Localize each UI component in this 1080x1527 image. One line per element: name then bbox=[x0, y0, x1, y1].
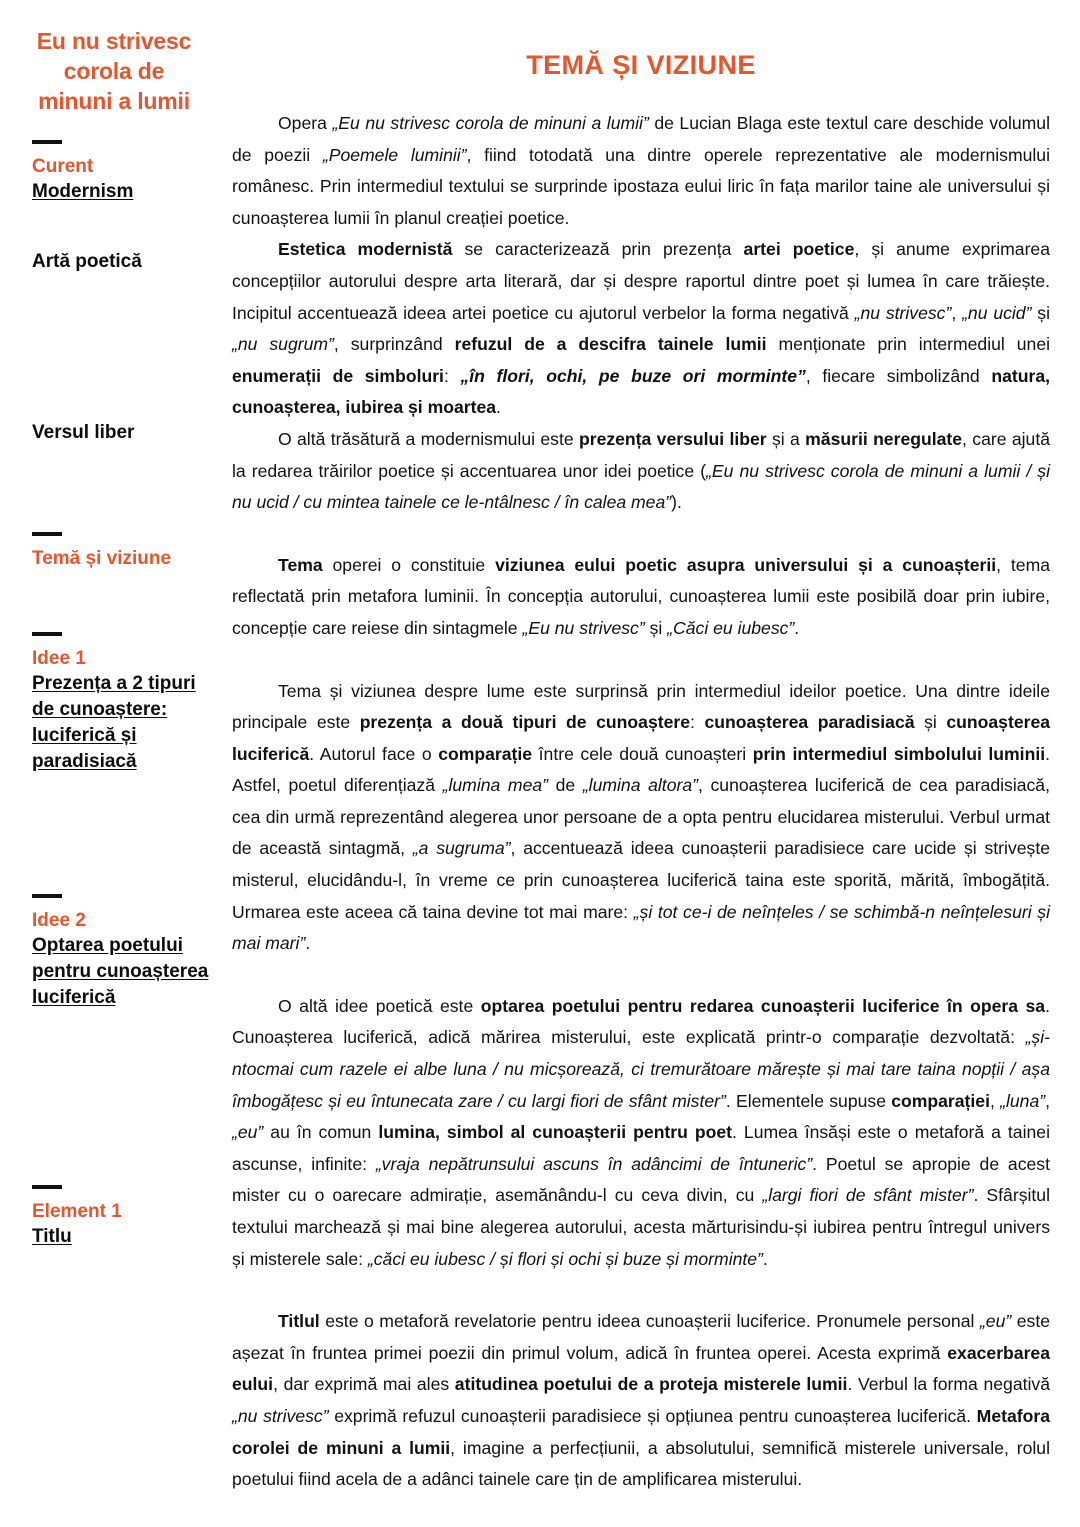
sidebar-term-element-1-text: Titlu bbox=[32, 1226, 72, 1247]
paragraph-opera bbox=[232, 108, 1050, 234]
text-run: exprimă refuzul cunoașterii paradisiece și opțiunea pentru cunoașterea luciferică. bbox=[328, 1405, 977, 1426]
sidebar-section-idee-1 bbox=[32, 632, 212, 775]
text-run: : bbox=[443, 365, 461, 386]
text-run-bold: prezența versului liber bbox=[578, 428, 767, 449]
text-run: . Verbul la forma negativă bbox=[847, 1374, 1050, 1395]
text-run: au în comun bbox=[263, 1122, 379, 1143]
paragraph-titlu bbox=[232, 1306, 1050, 1496]
sidebar-kicker-element-1: Element 1 bbox=[32, 1201, 122, 1222]
text-run-bold: Estetica modernistă bbox=[278, 239, 453, 260]
text-run: . Poetul se apropie de acest mister cu o oarecare admirație, asemănându-l cu ceva divin, cu bbox=[232, 1153, 1050, 1206]
text-run-italic: „lumina mea” bbox=[442, 775, 549, 796]
sidebar-section-arta-poetica bbox=[32, 249, 212, 274]
text-run: ). bbox=[671, 492, 682, 513]
paragraph-versul-liber bbox=[232, 424, 1050, 519]
sidebar-section-versul-liber bbox=[32, 420, 212, 445]
sidebar-kicker-idee-1: Idee 1 bbox=[32, 648, 86, 669]
sidebar-section-tema-viziune bbox=[32, 532, 212, 571]
sidebar-kicker-tema-viziune: Temă și viziune bbox=[32, 548, 172, 569]
text-run-italic: „Eu nu strivesc corola de minuni a lumii” bbox=[332, 113, 649, 133]
section-divider-rule bbox=[32, 140, 62, 144]
text-run: și bbox=[914, 712, 947, 733]
text-run: , dar exprimă mai ales bbox=[273, 1374, 455, 1395]
text-run: , care ajută la redarea trăirilor poetice și accentuarea unor idei poetice ( bbox=[232, 428, 1050, 481]
sidebar-kicker-idee-2: Idee 2 bbox=[32, 910, 86, 931]
text-run: Opera bbox=[278, 113, 333, 133]
section-divider-rule bbox=[32, 532, 62, 536]
section-divider-rule bbox=[32, 632, 62, 636]
sidebar-term-versul-liber: Versul liber bbox=[32, 422, 135, 443]
text-run: , fiecare simbolizând bbox=[805, 365, 992, 386]
text-run: menționate prin intermediul unei bbox=[766, 334, 1051, 355]
text-run: și bbox=[644, 617, 668, 638]
section-divider-rule bbox=[32, 894, 62, 898]
text-run-bold: artei poetice bbox=[743, 239, 855, 260]
text-run: , bbox=[989, 1090, 1001, 1111]
text-run-bold: cunoașterea paradisiacă bbox=[704, 712, 915, 733]
text-run: și a bbox=[766, 428, 806, 449]
text-run-bold: exacerbarea eului bbox=[232, 1342, 1050, 1395]
section-divider-rule bbox=[32, 1185, 62, 1189]
text-run: O altă idee poetică este bbox=[278, 995, 481, 1016]
sidebar-term-idee-1-text: Prezența a 2 tipuri de cunoaștere: luciferică și paradisiacă bbox=[32, 673, 196, 772]
text-run-bold: comparație bbox=[438, 743, 533, 764]
text-run: . bbox=[794, 617, 800, 638]
text-run-bold: natura, cunoașterea, iubirea și moartea bbox=[232, 365, 1050, 418]
text-run: . Cunoașterea luciferică, adică mărirea misterului, este explicată printr-o comparație dezvoltată: bbox=[232, 995, 1050, 1048]
text-run-italic: „căci eu iubesc / și flori și ochi și buze și morminte” bbox=[367, 1248, 763, 1269]
text-run-italic: „Eu nu strivesc corola de minuni a lumii / și nu ucid / cu mintea tainele ce le-ntâlnesc / în calea mea” bbox=[232, 460, 1050, 513]
text-run: și bbox=[1031, 302, 1051, 323]
text-run: . Elementele supuse bbox=[725, 1090, 892, 1111]
text-run-italic: „a sugruma” bbox=[412, 838, 511, 859]
text-run: Tema și viziunea despre lume este surprinsă prin intermediul ideilor poetice. Una dintre ideile principale este bbox=[232, 680, 1050, 733]
text-run-italic: „lumina altora” bbox=[582, 775, 698, 796]
text-run: , bbox=[1045, 1090, 1050, 1111]
text-run-bold: refuzul de a descifra tainele lumii bbox=[454, 334, 767, 355]
text-run: între cele două cunoașteri bbox=[532, 743, 753, 764]
text-run-bold: Tema bbox=[278, 554, 323, 575]
text-run-italic: „și tot ce-i de neînțeles / se schimbă-n neînțelesuri și mai mari” bbox=[232, 901, 1050, 954]
text-run-italic: „nu strivesc” bbox=[232, 1405, 329, 1426]
text-run: , surprinzând bbox=[333, 334, 455, 355]
text-run-bold: optarea poetului pentru redarea cunoașterii luciferice în opera sa bbox=[480, 995, 1046, 1016]
text-run: , cunoașterea luciferică de cea paradisiacă, cea din urmă reprezentând alegerea unor persoane de a opta pentru elucidarea misterului. Verbul urmat de această sintagmă, bbox=[232, 775, 1050, 859]
text-run-bold: atitudinea poetului de a proteja misterele lumii bbox=[454, 1374, 848, 1395]
text-run: , accentuează ideea cunoașterii paradisiece care ucide și strivește misterul, elucidându-l, în vreme ce prin cunoașterea luciferică taina este sporită, mărită, îmbogățită. Urmarea este aceea că taina devine tot mai mare: bbox=[232, 838, 1050, 922]
text-run: de Lucian Blaga este textul care deschide volumul de poezii bbox=[232, 113, 1050, 165]
sidebar-section-idee-2 bbox=[32, 894, 212, 1011]
text-run: . Astfel, poetul diferențiază bbox=[232, 743, 1050, 796]
text-run-bold: lumina, simbol al cunoașterii pentru poet bbox=[378, 1122, 733, 1143]
page-title: TEMĂ ȘI VIZIUNE bbox=[526, 50, 756, 80]
paragraph-estetica-modernista bbox=[232, 234, 1050, 424]
paragraph-idee-2 bbox=[232, 991, 1050, 1275]
text-run-bold: viziunea eului poetic asupra universului și a cunoașterii bbox=[495, 554, 997, 575]
sidebar-term-idee-2-text: Optarea poetului pentru cunoașterea luciferică bbox=[32, 935, 209, 1008]
paragraph-tema bbox=[232, 550, 1050, 645]
sidebar-term-idee-2 bbox=[32, 933, 212, 1011]
sidebar-section-curent bbox=[32, 140, 212, 205]
sidebar-term-element-1 bbox=[32, 1224, 212, 1250]
text-run: operei o constituie bbox=[322, 554, 496, 575]
text-run-italic: „eu” bbox=[979, 1311, 1012, 1332]
text-run-italic: „Poemele luminii” bbox=[322, 144, 467, 165]
text-run-italic: „nu ucid” bbox=[962, 302, 1032, 323]
text-run: , fiind totodată una dintre operele reprezentative ale modernismului românesc. Prin intermediul textului se surprinde ipostaza eului liric în fața marilor taine ale universului și cunoașterea lumii în planul creației poetice. bbox=[232, 144, 1050, 228]
text-run-bold: Metafora corolei de minuni a lumii bbox=[232, 1405, 1050, 1458]
text-run-italic: „largi fiori de sfânt mister” bbox=[762, 1185, 974, 1206]
text-run: . Lumea însăși este o metaforă a tainei ascunse, infinite: bbox=[232, 1122, 1050, 1174]
text-run-italic: „luna” bbox=[1000, 1090, 1046, 1111]
text-run-bold-italic: „în flori, ochi, pe buze ori morminte” bbox=[460, 365, 806, 386]
text-run-italic: „Căci eu iubesc” bbox=[667, 617, 795, 638]
sidebar-kicker-curent: Curent bbox=[32, 156, 94, 177]
sidebar-term-modernism-text: Modernism bbox=[32, 181, 134, 202]
text-run: O altă trăsătură a modernismului este bbox=[278, 428, 579, 449]
text-run: . bbox=[305, 933, 311, 954]
text-run: , bbox=[951, 302, 963, 323]
text-run-italic: „Eu nu strivesc” bbox=[522, 617, 645, 638]
text-run-bold: enumerații de simboluri bbox=[232, 365, 444, 386]
main-content bbox=[208, 22, 1054, 1496]
sidebar-term-modernism bbox=[32, 179, 212, 205]
text-run: : bbox=[690, 712, 705, 733]
text-run-italic: „și-ntocmai cum razele ei albe luna / nu micșorează, ci tremurătoare mărește și mai tare taina nopții / așa îmbogățesc și eu întunecata zare / cu largi fiori de sfânt mister” bbox=[232, 1027, 1050, 1111]
text-run: , și anume exprimarea concepțiilor autorului despre arta literară, dar și despre raportul dintre poet și lumea în care trăiește. Incipitul accentuează ideea artei poetice cu ajutorul verbelor la forma negativă bbox=[232, 239, 1050, 323]
text-run-italic: „vraja nepătrunsului ascuns în adâncimi de întuneric” bbox=[375, 1153, 813, 1174]
text-run: de bbox=[548, 775, 583, 796]
sidebar-term-idee-1 bbox=[32, 671, 212, 775]
sidebar bbox=[26, 22, 209, 1247]
text-run-bold: Titlul bbox=[278, 1311, 320, 1332]
text-run: este o metaforă revelatorie pentru ideea cunoașterii luciferice. Pronumele personal bbox=[319, 1311, 980, 1332]
text-run: . Sfârșitul textului marchează și mai bine alegerea autorului, acesta mărturisindu-și iubirea pentru întregul univers și misterele sale: bbox=[232, 1185, 1050, 1269]
text-run: . bbox=[496, 397, 501, 418]
text-run: . bbox=[762, 1248, 768, 1269]
text-run: este așezat în fruntea primei poezii din primul volum, adică în fruntea operei. Acesta exprimă bbox=[232, 1311, 1050, 1363]
text-run: , tema reflectată prin metafora luminii. În concepția autorului, cunoașterea lumii este posibilă doar prin iubire, concepție care reiese din sintagmele bbox=[232, 554, 1051, 638]
text-run: , imagine a perfecțiunii, a absolutului, semnifică misterele universale, rolul poetului fiind acela de a adânci tainele care țin de amplificarea misterului. bbox=[232, 1437, 1050, 1490]
text-run-italic: „nu strivesc” bbox=[854, 302, 952, 323]
text-run-bold: prin intermediul simbolului luminii bbox=[752, 743, 1046, 764]
sidebar-term-arta-poetica: Artă poetică bbox=[32, 251, 142, 272]
text-run-bold: cunoașterea luciferică bbox=[232, 712, 1051, 764]
document-title: Eu nu strivesc corola de minuni a lumii bbox=[36, 28, 192, 114]
text-run: se caracterizează prin prezența bbox=[452, 239, 744, 260]
text-run: . Autorul face o bbox=[309, 743, 439, 764]
paragraph-idee-1 bbox=[232, 676, 1050, 960]
text-run-italic: „eu” bbox=[232, 1122, 264, 1143]
text-run-bold: comparației bbox=[891, 1090, 990, 1111]
sidebar-section-element-1 bbox=[32, 1185, 212, 1250]
text-run-bold: măsurii neregulate bbox=[805, 428, 963, 449]
text-run-italic: „nu sugrum” bbox=[232, 334, 334, 355]
text-run-bold: prezența a două tipuri de cunoaștere bbox=[359, 712, 691, 733]
